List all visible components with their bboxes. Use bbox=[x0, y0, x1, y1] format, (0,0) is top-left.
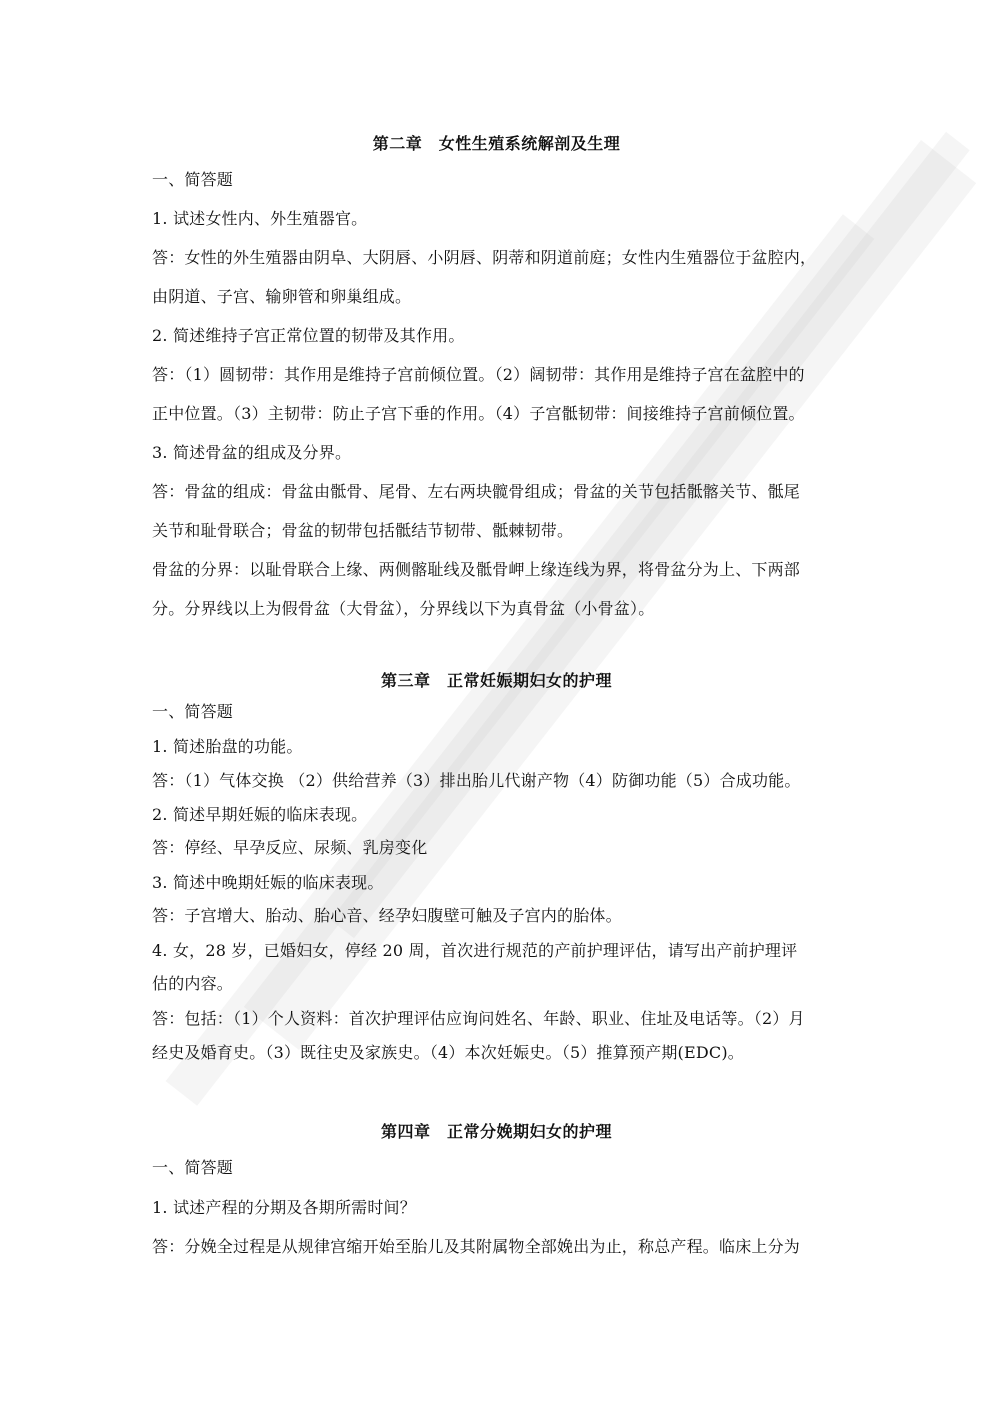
answer: 答：骨盆的组成：骨盆由骶骨、尾骨、左右两块髋骨组成；骨盆的关节包括骶髂关节、骶尾 bbox=[152, 482, 801, 501]
answer: 答：女性的外生殖器由阴阜、大阴唇、小阴唇、阴蒂和阴道前庭；女性内生殖器位于盆腔内， bbox=[152, 248, 817, 267]
question: 估的内容。 bbox=[152, 974, 234, 993]
question: 3. 简述中晚期妊娠的临床表现。 bbox=[152, 873, 384, 892]
answer: 答：分娩全过程是从规律宫缩开始至胎儿及其附属物全部娩出为止，称总产程。临床上分为 bbox=[152, 1237, 801, 1256]
answer: 答：（1）圆韧带：其作用是维持子宫前倾位置。（2）阔韧带：其作用是维持子宫在盆腔中的 bbox=[152, 365, 805, 384]
chapter-title: 第三章 正常妊娠期妇女的护理 bbox=[380, 671, 612, 690]
question: 3. 简述骨盆的组成及分界。 bbox=[152, 443, 352, 462]
question: 2. 简述维持子宫正常位置的韧带及其作用。 bbox=[152, 326, 465, 345]
question: 1. 试述女性内、外生殖器官。 bbox=[152, 209, 368, 228]
question: 4. 女，28 岁，已婚妇女，停经 20 周，首次进行规范的产前护理评估，请写出产前护理评 bbox=[152, 941, 798, 960]
answer: 分。分界线以上为假骨盆（大骨盆），分界线以下为真骨盆（小骨盆）。 bbox=[152, 599, 655, 618]
answer: 正中位置。（3）主韧带：防止子宫下垂的作用。（4）子宫骶韧带：间接维持子宫前倾位置。 bbox=[152, 404, 805, 423]
question: 1. 试述产程的分期及各期所需时间？ bbox=[152, 1198, 416, 1217]
answer: 答：包括：（1）个人资料：首次护理评估应询问姓名、年龄、职业、住址及电话等。（2）月 bbox=[152, 1009, 805, 1028]
answer: 答：停经、早孕反应、尿频、乳房变化 bbox=[152, 838, 428, 857]
answer: 关节和耻骨联合；骨盆的韧带包括骶结节韧带、骶棘韧带。 bbox=[152, 521, 574, 540]
section-heading: 一、简答题 bbox=[152, 702, 234, 721]
question: 2. 简述早期妊娠的临床表现。 bbox=[152, 805, 368, 824]
section-heading: 一、简答题 bbox=[152, 170, 234, 189]
answer: 骨盆的分界：以耻骨联合上缘、两侧髂耻线及骶骨岬上缘连线为界，将骨盆分为上、下两部 bbox=[152, 560, 801, 579]
answer: 答：子宫增大、胎动、胎心音、经孕妇腹壁可触及子宫内的胎体。 bbox=[152, 906, 622, 925]
question: 1. 简述胎盘的功能。 bbox=[152, 737, 303, 756]
answer: 由阴道、子宫、输卵管和卵巢组成。 bbox=[152, 287, 412, 306]
chapter-title: 第四章 正常分娩期妇女的护理 bbox=[380, 1122, 612, 1141]
chapter-title: 第二章 女性生殖系统解剖及生理 bbox=[372, 134, 621, 153]
section-heading: 一、简答题 bbox=[152, 1158, 234, 1177]
answer: 答：（1）气体交换 （2）供给营养（3）排出胎儿代谢产物（4）防御功能（5）合成功能。 bbox=[152, 771, 801, 790]
answer: 经史及婚育史。（3）既往史及家族史。（4）本次妊娠史。（5）推算预产期(EDC)。 bbox=[152, 1043, 744, 1062]
